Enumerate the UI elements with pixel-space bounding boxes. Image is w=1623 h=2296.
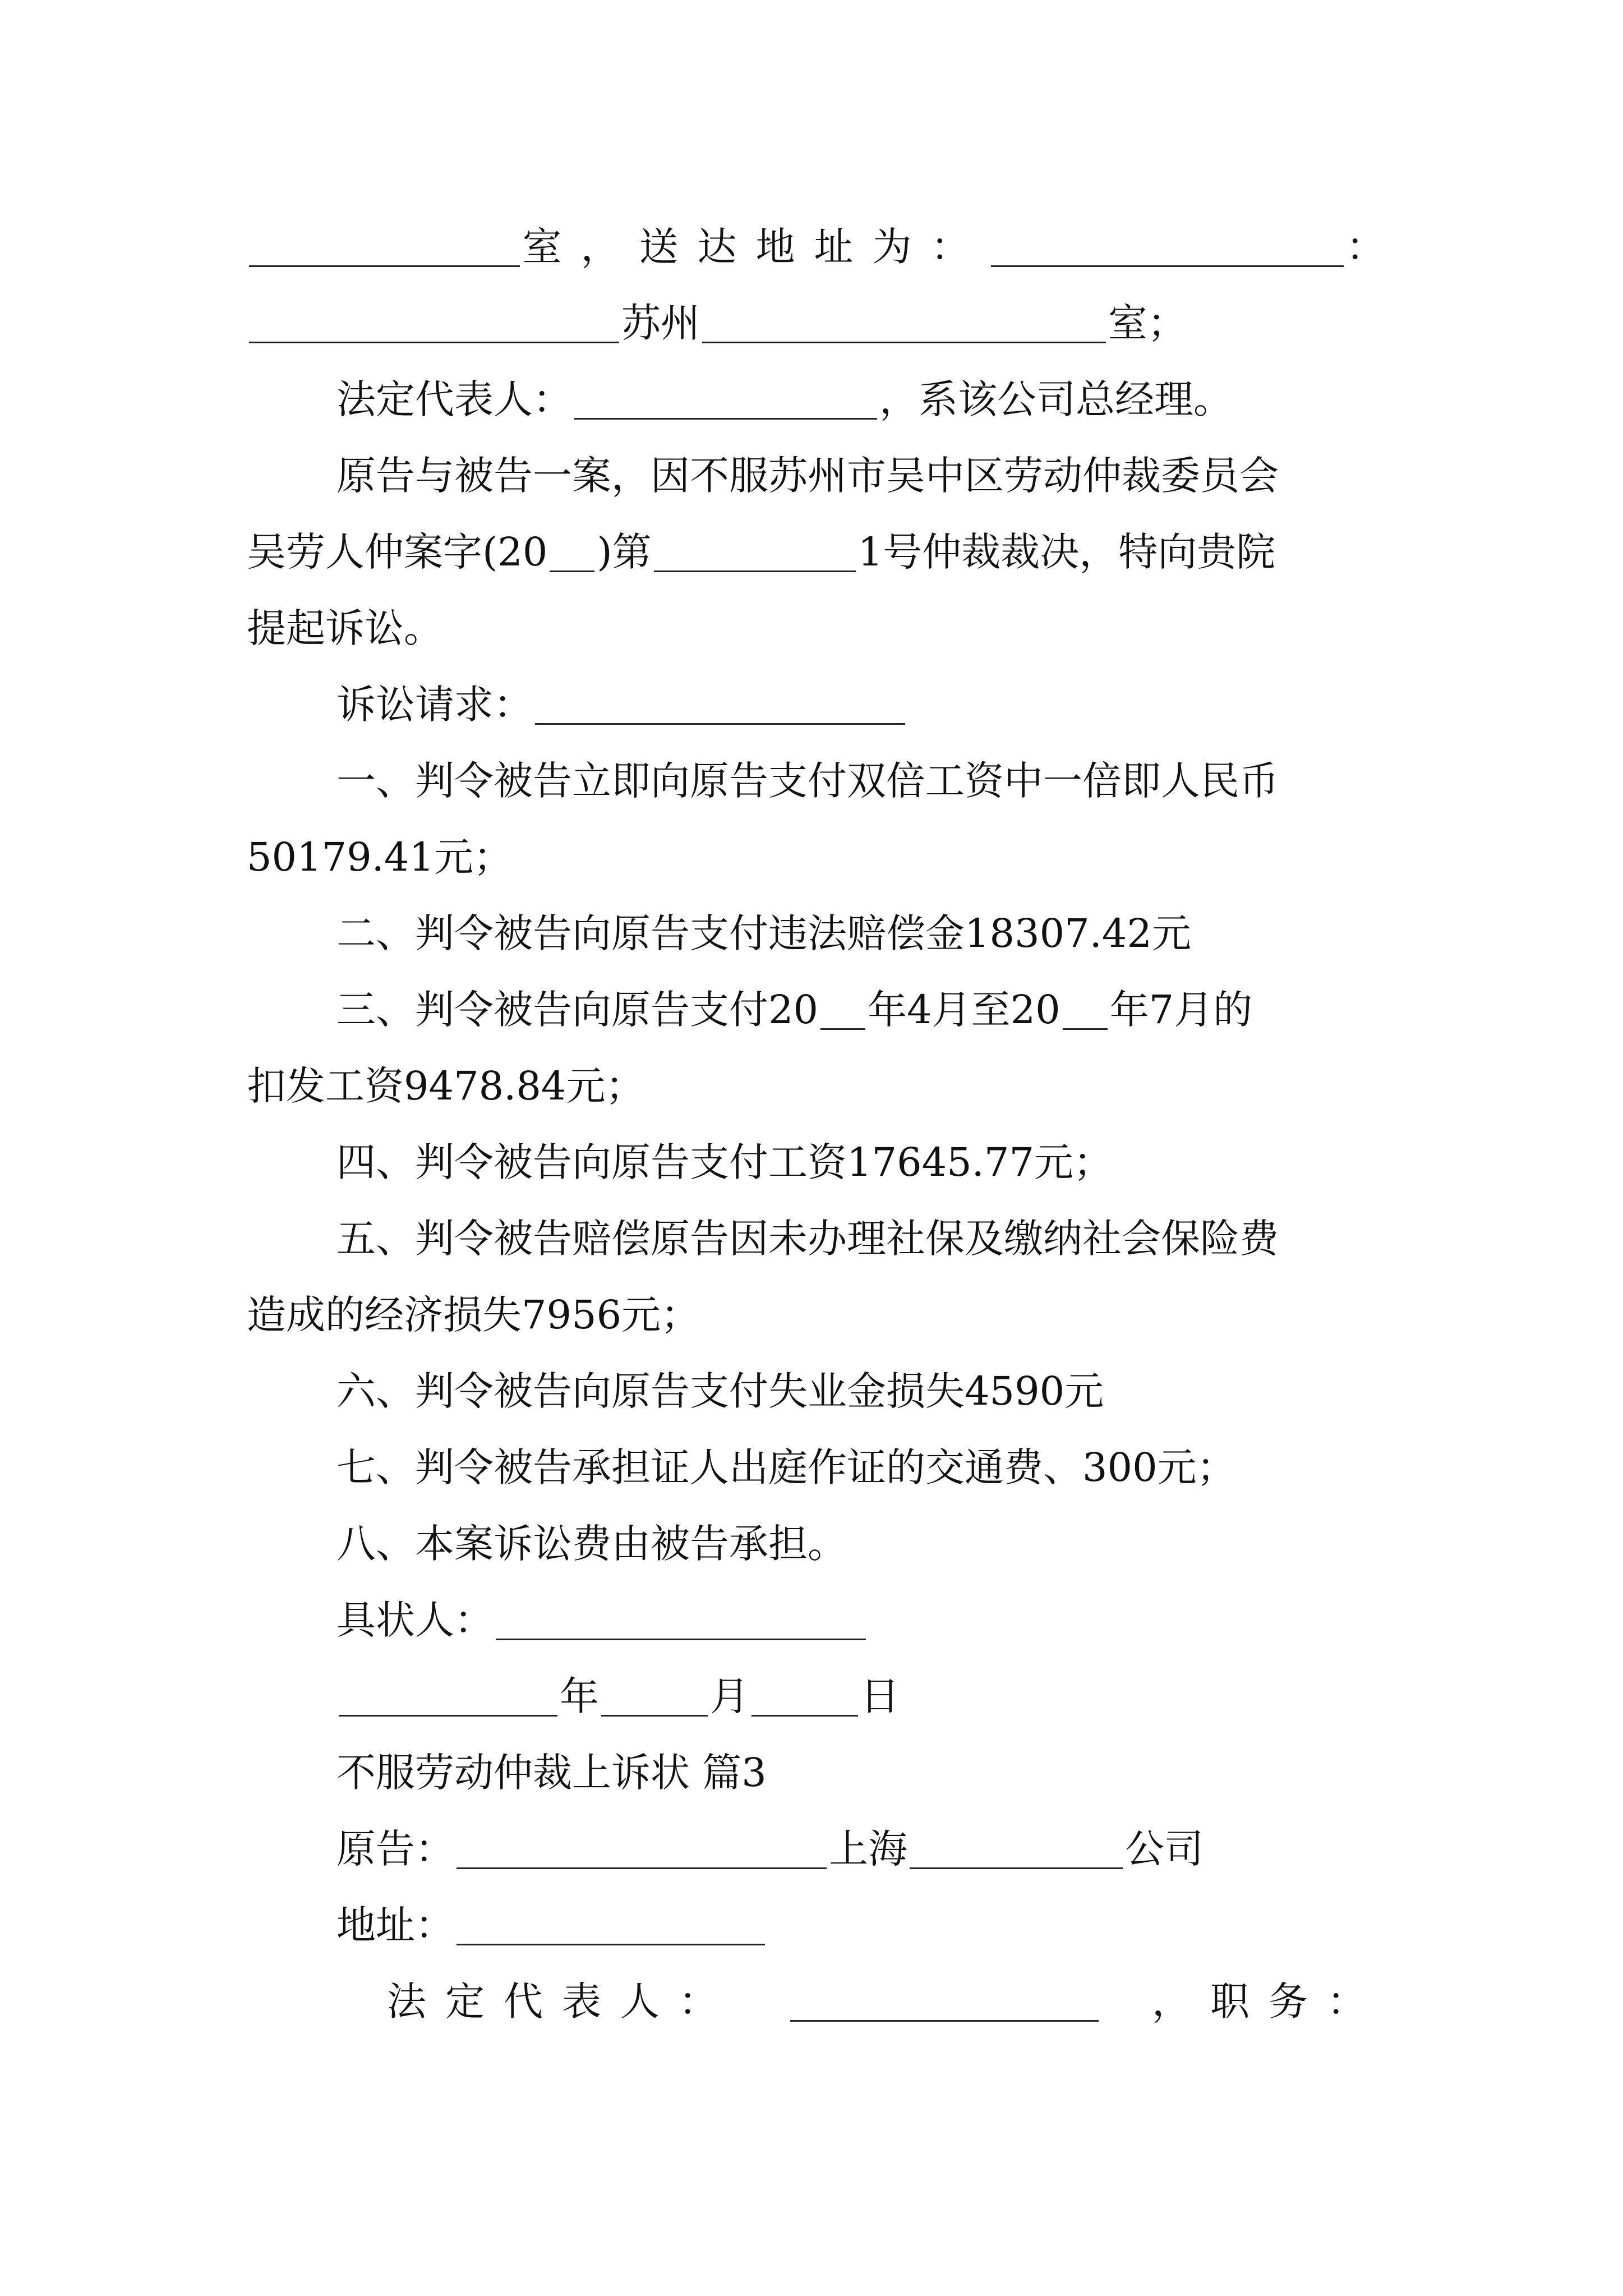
text-day: 日 bbox=[860, 1673, 900, 1719]
text-legal-rep-label: 法定代表人： bbox=[336, 376, 572, 422]
text-claim-8: 八、本案诉讼费由被告承担。 bbox=[336, 1521, 847, 1567]
blank-field bbox=[790, 1981, 1099, 2022]
address-line bbox=[247, 1897, 1385, 1953]
blank-field bbox=[535, 684, 905, 725]
text-plaintiff-company: 公司 bbox=[1125, 1826, 1204, 1872]
claim-line bbox=[247, 1058, 1385, 1114]
date-line bbox=[247, 1668, 1385, 1724]
claims-heading-line bbox=[247, 677, 1385, 733]
claim-line bbox=[247, 1363, 1385, 1419]
blank-field bbox=[249, 302, 619, 343]
text-claim-6: 六、判令被告向原告支付失业金损失4590元 bbox=[336, 1368, 1104, 1414]
text-claim-5-amount: 造成的经济损失7956元； bbox=[247, 1292, 700, 1338]
text-case-no-c: 1号仲裁裁决，特向贵院 bbox=[857, 529, 1276, 575]
blank-field bbox=[339, 1676, 557, 1717]
blank-field bbox=[910, 1828, 1123, 1869]
legal-rep-line-2 bbox=[247, 1973, 1385, 2030]
claim-line bbox=[247, 753, 1385, 809]
text-plaintiff-city: 上海 bbox=[829, 1826, 907, 1872]
blank-field bbox=[550, 531, 594, 572]
text-case-intro: 原告与被告一案，因不服苏州市吴中区劳动仲裁委员会 bbox=[336, 453, 1279, 499]
address-line-2 bbox=[247, 295, 1385, 351]
section-title-line bbox=[247, 1745, 1385, 1801]
text-plaintiff-label: 原告： bbox=[336, 1826, 454, 1872]
text-claim-1: 一、判令被告立即向原告支付双倍工资中一倍即人民币 bbox=[336, 758, 1279, 804]
text-legal-rep-label-2: 法定代表人： bbox=[387, 1978, 737, 2024]
text-claim-3-a: 三、判令被告向原告支付20 bbox=[336, 987, 819, 1033]
legal-rep-line bbox=[247, 371, 1385, 427]
claim-line bbox=[247, 1439, 1385, 1496]
text-room-end: 室； bbox=[1108, 300, 1187, 346]
paragraph-line bbox=[247, 524, 1385, 580]
paragraph-line bbox=[247, 448, 1385, 504]
address-line-1 bbox=[247, 219, 1385, 275]
text-claim-2: 二、判令被告向原告支付违法赔偿金18307.42元 bbox=[336, 910, 1192, 956]
text-address-label: 地址： bbox=[336, 1902, 454, 1948]
text-position-label: ，职务： bbox=[1152, 1978, 1385, 2024]
blank-field bbox=[574, 379, 877, 420]
text-section-title: 不服劳动仲裁上诉状 篇3 bbox=[336, 1750, 767, 1796]
text-file-suit: 提起诉讼。 bbox=[247, 605, 443, 651]
claim-line bbox=[247, 982, 1385, 1038]
blank-field bbox=[654, 531, 856, 572]
blank-field bbox=[601, 1676, 708, 1717]
claim-line bbox=[247, 1516, 1385, 1572]
claim-line bbox=[247, 1287, 1385, 1343]
plaintiff-line bbox=[247, 1821, 1385, 1877]
blank-field bbox=[457, 1828, 827, 1869]
blank-field bbox=[702, 302, 1106, 343]
text-city: 苏州 bbox=[621, 300, 700, 346]
paragraph-line bbox=[247, 600, 1385, 656]
claim-line bbox=[247, 1134, 1385, 1190]
blank-field bbox=[457, 1904, 765, 1945]
text-claim-3-amount: 扣发工资9478.84元； bbox=[247, 1063, 645, 1109]
text-claim-3-c: 年7月的 bbox=[1109, 987, 1253, 1033]
signer-line bbox=[247, 1592, 1385, 1648]
text-signer-label: 具状人： bbox=[336, 1597, 494, 1643]
claim-line bbox=[247, 1211, 1385, 1267]
text-case-no-a: 吴劳人仲案字(20 bbox=[247, 529, 548, 575]
claim-line bbox=[247, 829, 1385, 885]
text-month: 月 bbox=[710, 1673, 749, 1719]
blank-field bbox=[820, 989, 865, 1030]
text-room-address: 室，送达地址为： bbox=[522, 224, 989, 270]
text-claims-heading: 诉讼请求： bbox=[336, 682, 533, 728]
blank-field bbox=[991, 226, 1344, 267]
blank-field bbox=[1063, 989, 1108, 1030]
text-claim-7: 七、判令被告承担证人出庭作证的交通费、300元； bbox=[336, 1444, 1236, 1490]
blank-field bbox=[249, 226, 520, 267]
text-case-no-b: )第 bbox=[597, 529, 652, 575]
text-claim-3-b: 年4月至20 bbox=[868, 987, 1061, 1033]
blank-field bbox=[496, 1599, 866, 1640]
text-claim-4: 四、判令被告向原告支付工资17645.77元； bbox=[336, 1139, 1113, 1185]
blank-field bbox=[751, 1676, 858, 1717]
text-colon: ： bbox=[1346, 224, 1385, 270]
text-claim-1-amount: 50179.41元； bbox=[247, 834, 513, 880]
claim-line bbox=[247, 905, 1385, 961]
text-year: 年 bbox=[560, 1673, 599, 1719]
text-claim-5: 五、判令被告赔偿原告因未办理社保及缴纳社会保险费 bbox=[336, 1216, 1279, 1262]
text-legal-rep-tail: ，系该公司总经理。 bbox=[879, 376, 1233, 422]
